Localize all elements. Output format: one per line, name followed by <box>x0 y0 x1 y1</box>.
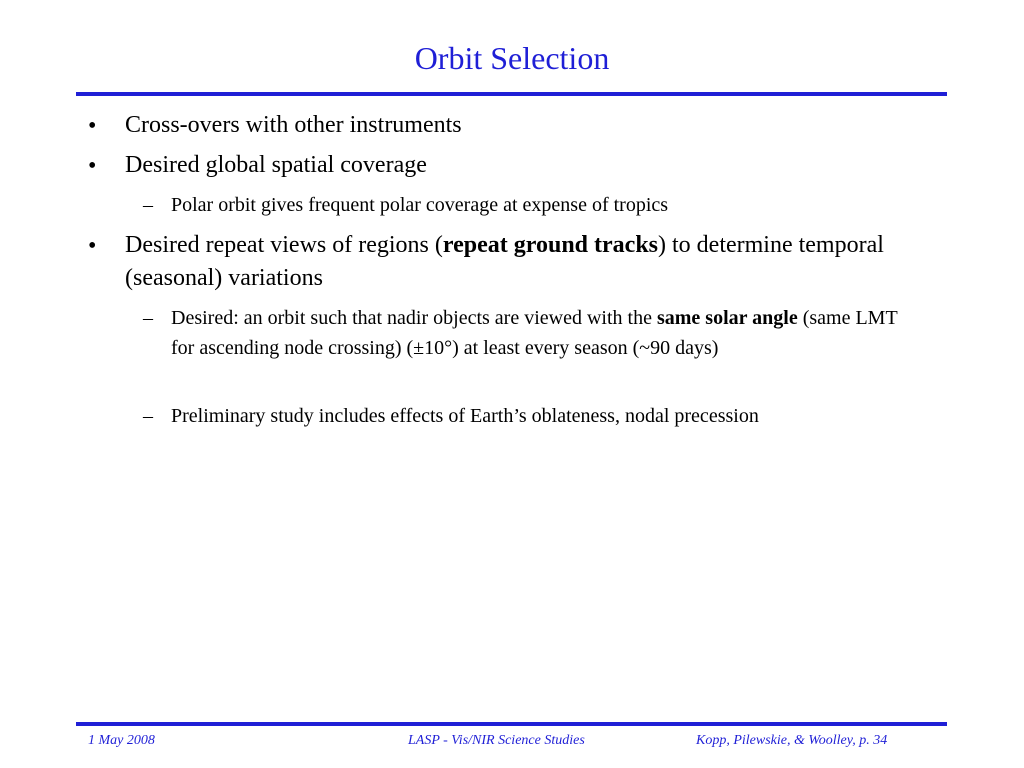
bullet-text: Cross-overs with other instruments <box>125 112 462 138</box>
bullet-text <box>125 229 925 295</box>
sub-bullet-marker: – <box>143 194 153 216</box>
footer-date: 1 May 2008 <box>88 733 155 748</box>
slide-title: Orbit Selection <box>414 40 610 76</box>
sub-bullet-marker: – <box>143 307 153 329</box>
bullet-text-part: ) to determine temporal (seasonal) variations <box>125 232 884 291</box>
bullet-marker: • <box>88 113 97 139</box>
bullet-text-part: Desired repeat views of regions ( <box>125 232 443 258</box>
sub-bullet-text: Preliminary study includes effects of Earth’s oblateness, nodal precession <box>171 405 759 427</box>
bullet-text: Desired global spatial coverage <box>125 152 427 178</box>
bullet-text-emphasis: repeat ground tracks <box>442 232 658 258</box>
sub-bullet-text: Polar orbit gives frequent polar coverage at expense of tropics <box>171 194 669 216</box>
sub-bullet-text-emphasis: same solar angle <box>656 307 798 329</box>
bullet-marker: • <box>88 233 97 259</box>
sub-bullet-text-part: (same LMT for ascending node crossing) (±10°) at least every season (~90 days) <box>171 307 898 359</box>
sub-bullet-text <box>171 303 921 363</box>
bullet-marker: • <box>88 153 97 179</box>
sub-bullet-marker: – <box>143 405 153 427</box>
footer-center-text: LASP - Vis/NIR Science Studies <box>408 733 585 748</box>
sub-bullet-text-part: Desired: an orbit such that nadir objects are viewed with the <box>171 307 657 329</box>
footer-page-info: Kopp, Pilewskie, & Woolley, p. 34 <box>696 733 888 748</box>
footer-rule <box>76 722 947 726</box>
